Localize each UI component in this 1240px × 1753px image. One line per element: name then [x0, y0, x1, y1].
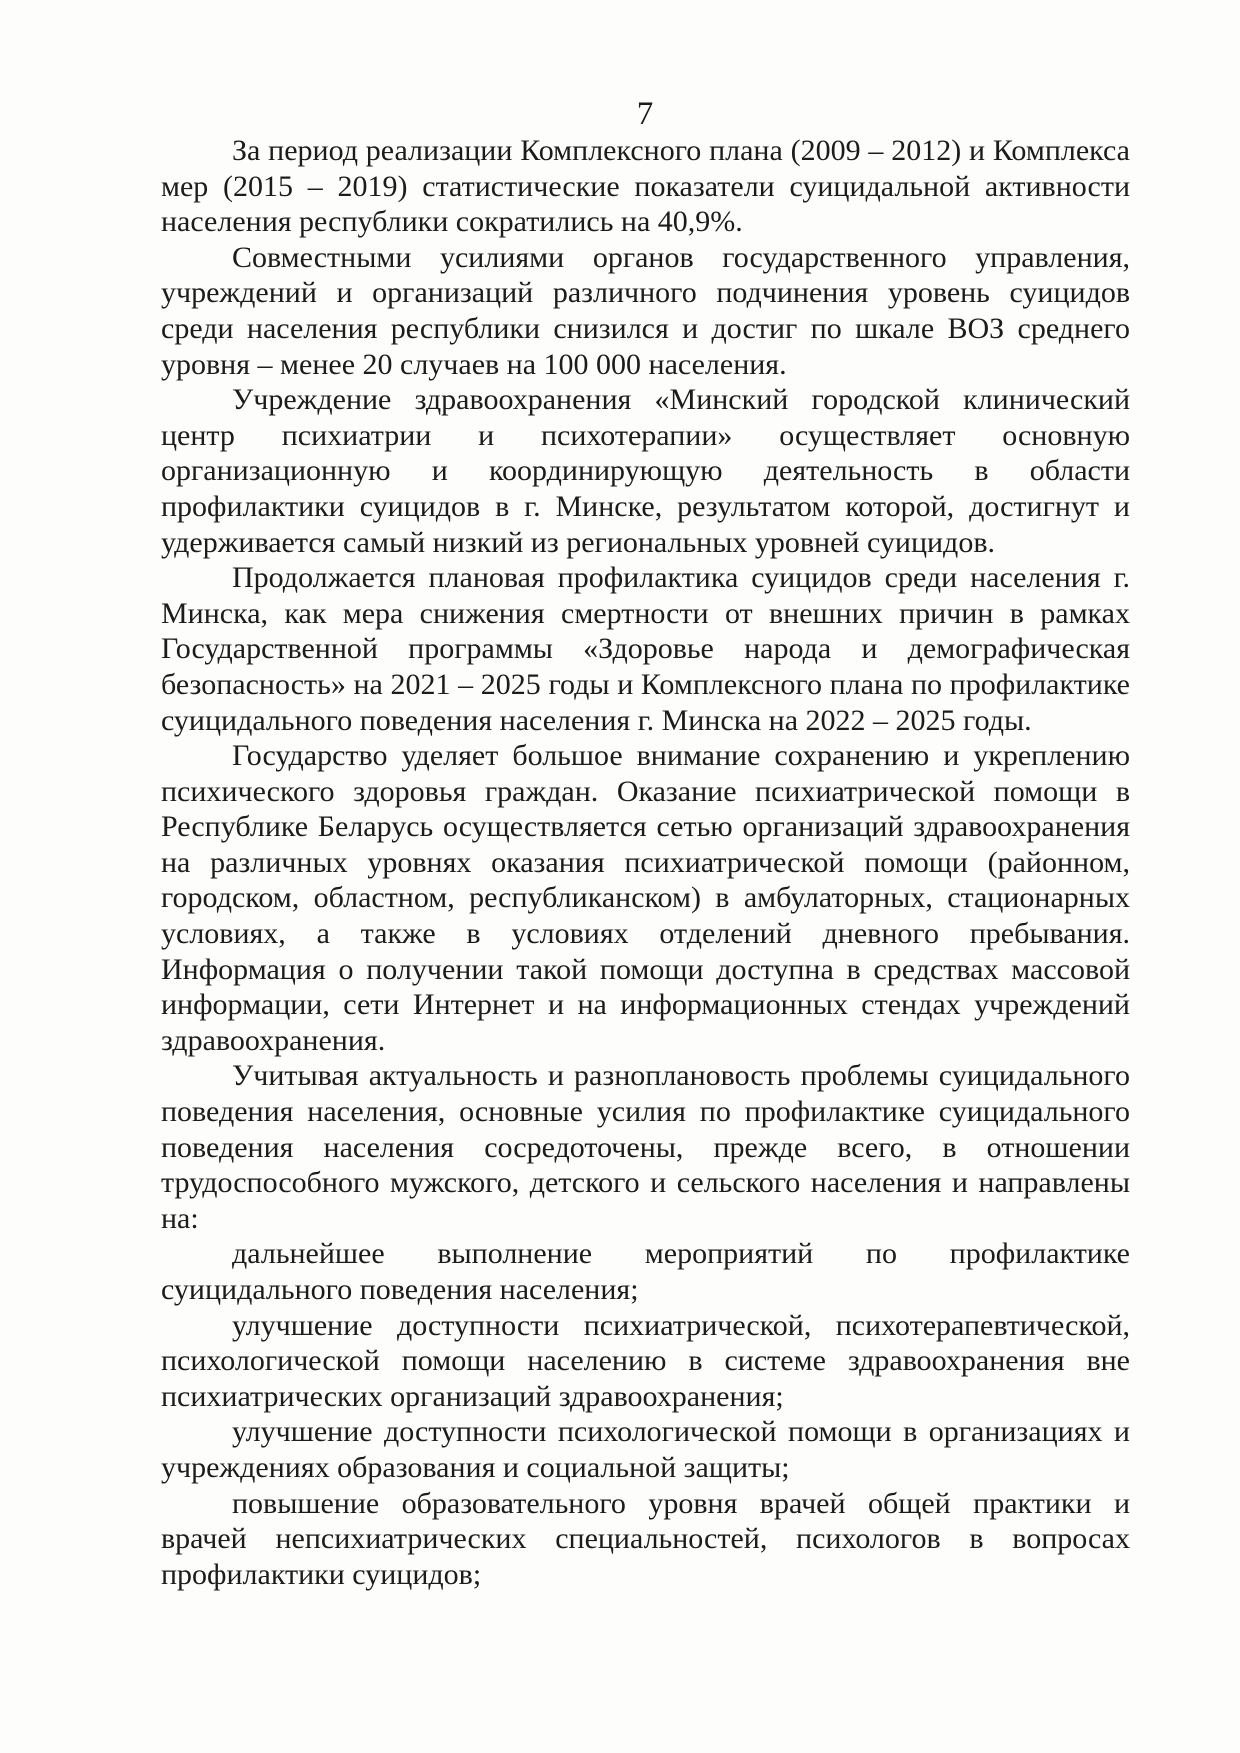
paragraph-minsk-center: Учреждение здравоохранения «Минский городской клинический центр психиатрии и психотерапии» осуществляет основную организационную и координирующую деятельность в области профилактики суицидов в г. Минске, результатом которой, достигнут и удерживается самый низкий из региональных уровней суицидов. [161, 383, 1130, 559]
paragraph-main-efforts: Учитывая актуальность и разноплановость проблемы суицидального поведения населения, основные усилия по профилактике суицидального поведения населения сосредоточены, прежде всего, в отношении трудоспособного мужского, детского и сельского населения и направлены на: [161, 1059, 1130, 1235]
paragraph-statistics: За период реализации Комплексного плана (2009 – 2012) и Комплекса мер (2015 – 2019) статистические показатели суицидальной активности населения республики сократились на 40,9%. [161, 134, 1130, 239]
document-body [161, 133, 1130, 1592]
paragraph-joint-efforts: Совместными усилиями органов государственного управления, учреждений и организаций различного подчинения уровень суицидов среди населения республики снизился и достиг по шкале ВОЗ среднего уровня – менее 20 случаев на 100 000 населения. [161, 240, 1130, 381]
list-item-psychological-access: улучшение доступности психологической помощи в организациях и учреждениях образования и социальной защиты; [161, 1415, 1130, 1484]
page-number: 7 [636, 96, 654, 132]
paragraph-planned-prevention: Продолжается плановая профилактика суицидов среди населения г. Минска, как мера снижения смертности от внешних причин в рамках Государственной программы «Здоровье народа и демографическая безопасность» на 2021 – 2025 годы и Комплексного плана по профилактике суицидального поведения населения г. Минска на 2022 – 2025 годы. [161, 561, 1130, 737]
list-item-psychiatric-access: улучшение доступности психиатрической, психотерапевтической, психологической помощи населению в системе здравоохранения вне психиатрических организаций здравоохранения; [161, 1308, 1130, 1413]
list-item-education-level: повышение образовательного уровня врачей общей практики и врачей непсихиатрических специальностей, психологов в вопросах профилактики суицидов; [161, 1486, 1130, 1591]
list-item-measures: дальнейшее выполнение мероприятий по профилактике суицидального поведения населения; [161, 1237, 1130, 1306]
paragraph-mental-health: Государство уделяет большое внимание сохранению и укреплению психического здоровья граждан. Оказание психиатрической помощи в Республике Беларусь осуществляется сетью организаций здравоохранения на различных уровнях оказания психиатрической помощи (районном, городском, областном, республиканском) в амбулаторных, стационарных условиях, а также в условиях отделений дневного пребывания. Информация о получении такой помощи доступна в средствах массовой информации, сети Интернет и на информационных стендах учреждений здравоохранения. [161, 739, 1130, 1057]
